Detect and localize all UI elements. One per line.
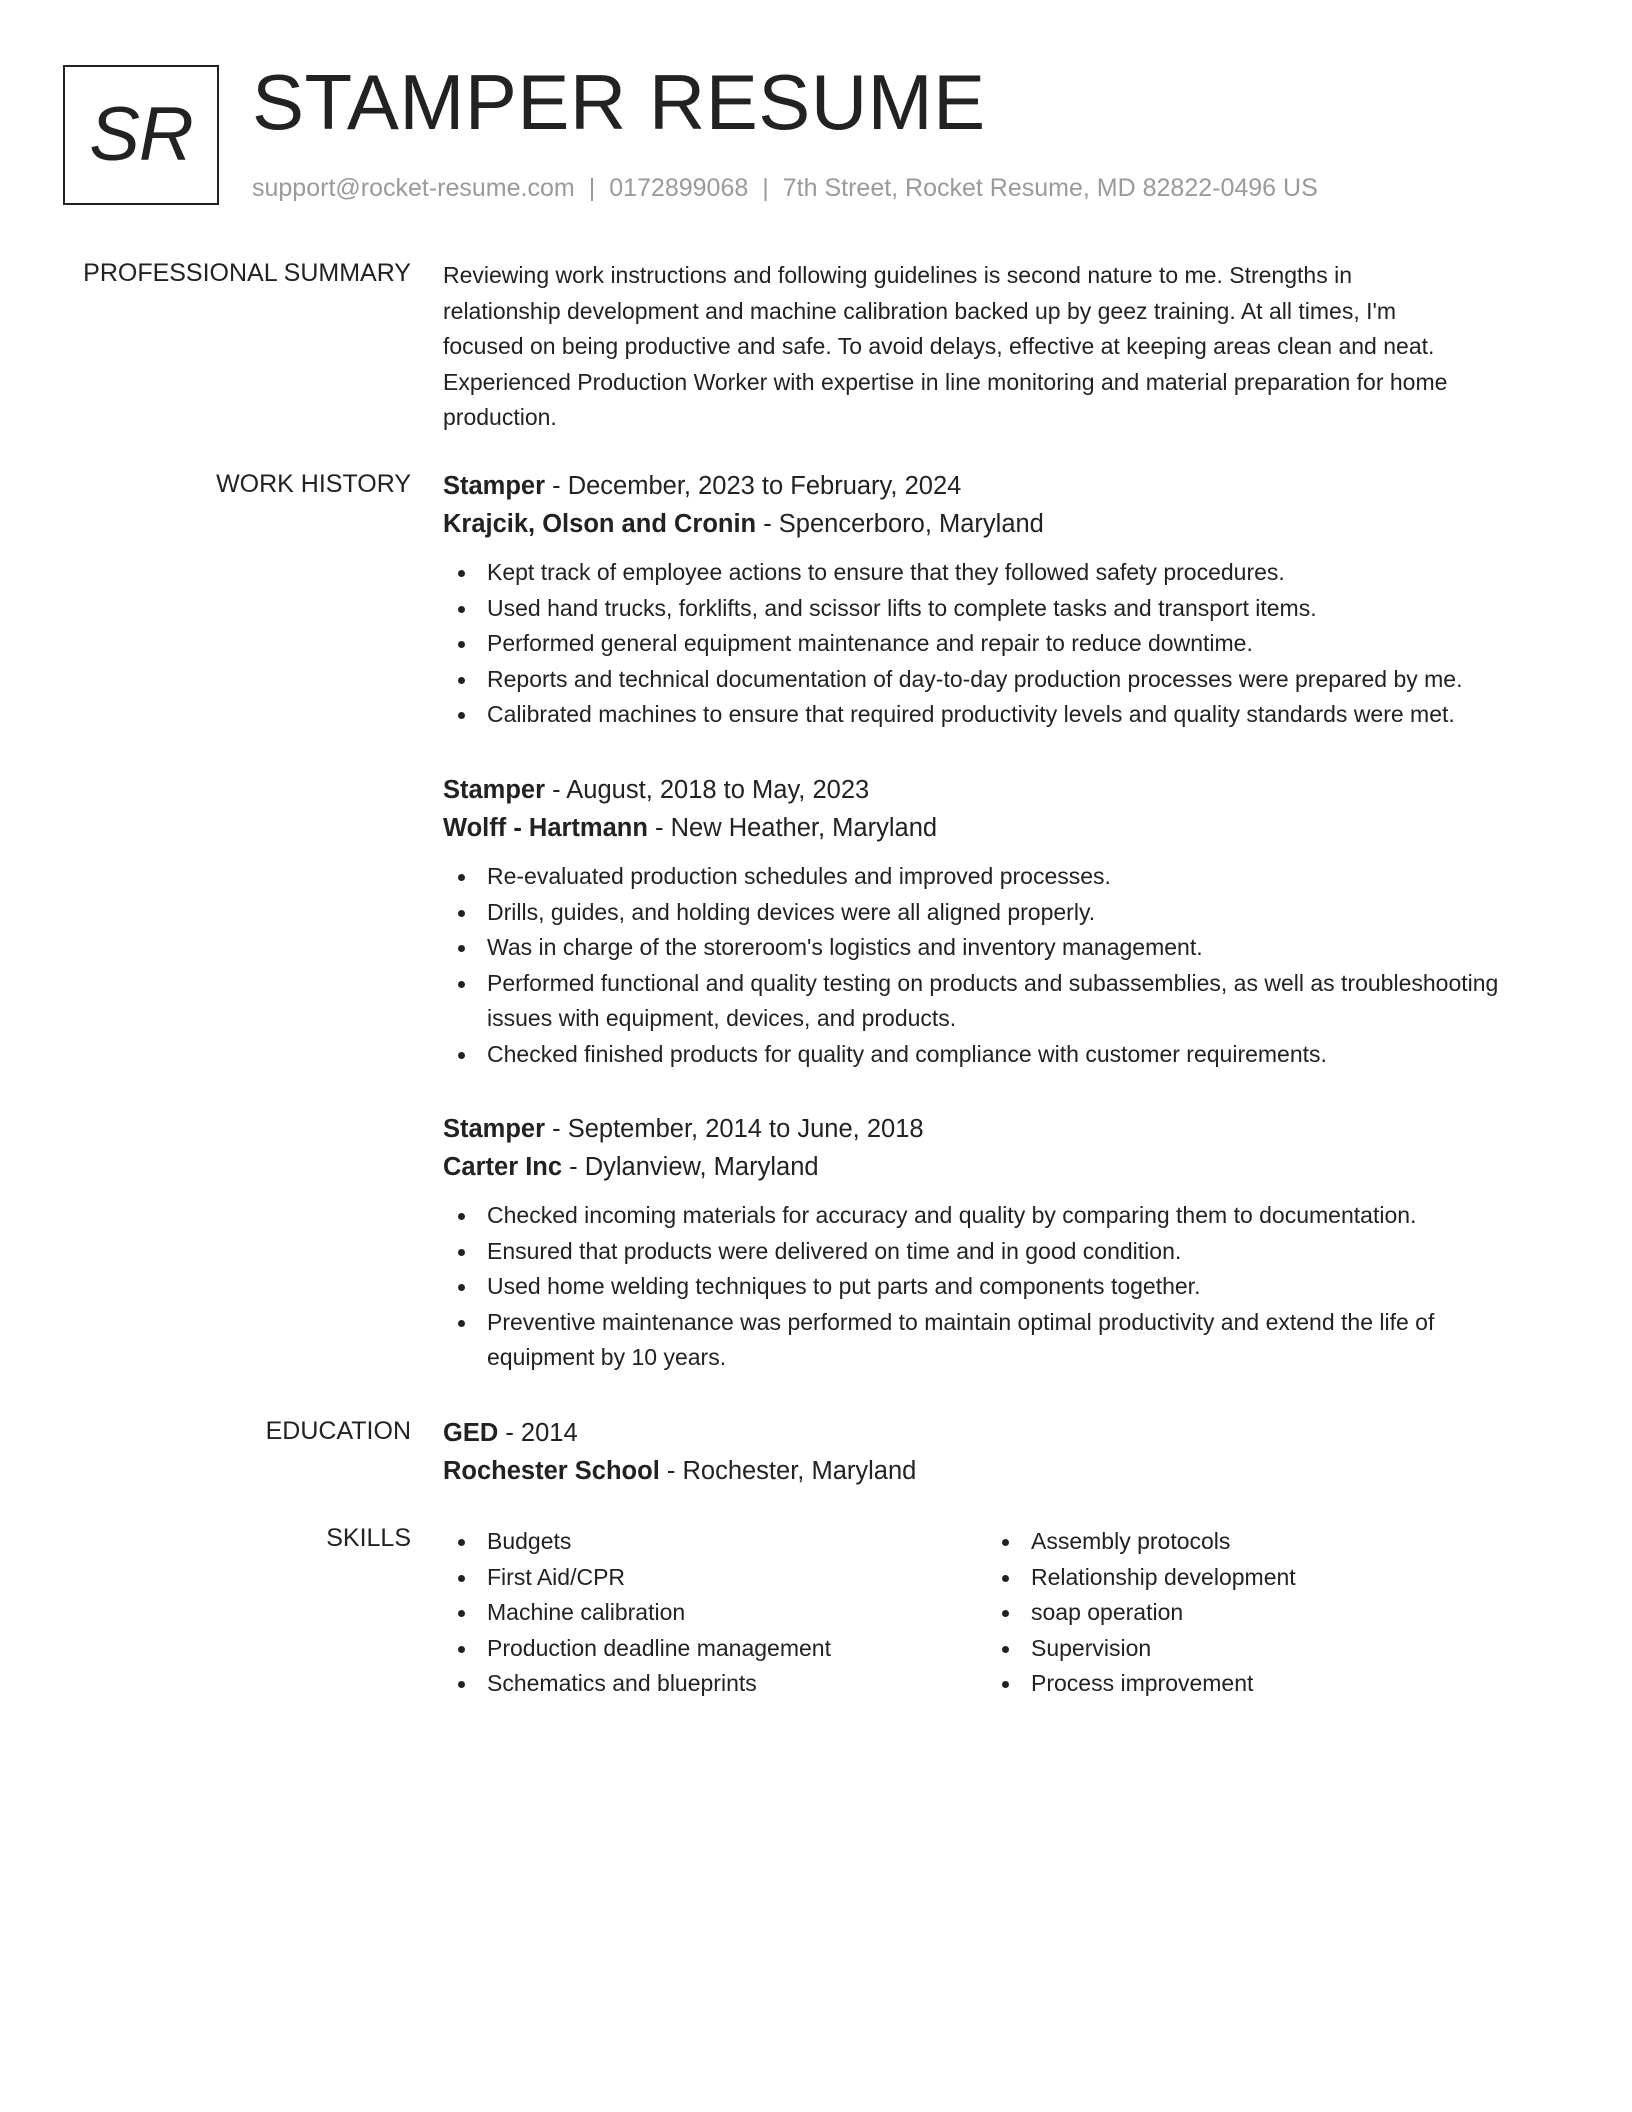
skill-item: soap operation bbox=[987, 1595, 1507, 1631]
summary-line: Reviewing work instructions and following guidelines is second nature to me. Strengths in bbox=[443, 262, 1352, 288]
job-bullets bbox=[443, 555, 1533, 733]
job-role: Stamper bbox=[443, 776, 546, 804]
education-location: - Rochester, Maryland bbox=[659, 1457, 917, 1485]
job-bullet: Used home welding techniques to put parts and components together. bbox=[443, 1269, 1533, 1305]
skill-item: Schematics and blueprints bbox=[443, 1666, 963, 1702]
contact-line bbox=[252, 172, 1318, 205]
job-bullet: Ensured that products were delivered on time and in good condition. bbox=[443, 1234, 1533, 1270]
job-entry bbox=[443, 467, 1533, 733]
job-bullet: Calibrated machines to ensure that required productivity levels and quality standards were met. bbox=[443, 697, 1533, 733]
job-bullets bbox=[443, 859, 1533, 1072]
job-bullet: Checked incoming materials for accuracy and quality by comparing them to documentation. bbox=[443, 1198, 1533, 1234]
job-location: - Spencerboro, Maryland bbox=[756, 510, 1044, 538]
job-bullet: Preventive maintenance was performed to maintain optimal productivity and extend the life of equipment by 10 years. bbox=[443, 1305, 1533, 1376]
contact-separator: | bbox=[762, 174, 769, 202]
summary-text bbox=[443, 258, 1533, 436]
job-company-line bbox=[443, 505, 1533, 543]
skill-item: Machine calibration bbox=[443, 1595, 963, 1631]
skill-item: First Aid/CPR bbox=[443, 1560, 963, 1596]
job-dates: - September, 2014 to June, 2018 bbox=[545, 1115, 924, 1143]
monogram-text: SR bbox=[89, 92, 193, 177]
contact-address: 7th Street, Rocket Resume, MD 82822-0496 US bbox=[782, 174, 1318, 202]
job-bullet: Kept track of employee actions to ensure that they followed safety procedures. bbox=[443, 555, 1533, 591]
job-company-line bbox=[443, 809, 1533, 847]
job-bullet: Drills, guides, and holding devices were all aligned properly. bbox=[443, 895, 1533, 931]
skill-item: Assembly protocols bbox=[987, 1524, 1507, 1560]
job-entry bbox=[443, 1110, 1533, 1376]
job-bullet: Performed functional and quality testing on products and subassemblies, as well as troubleshooting issues with equipment, devices, and products. bbox=[443, 966, 1533, 1037]
job-role: Stamper bbox=[443, 1115, 546, 1143]
summary-line: production. bbox=[443, 404, 557, 430]
job-location: - Dylanview, Maryland bbox=[562, 1153, 819, 1181]
job-company: Carter Inc bbox=[443, 1153, 563, 1181]
summary-title: PROFESSIONAL SUMMARY bbox=[83, 259, 411, 287]
skills-list bbox=[987, 1524, 1507, 1702]
job-dates: - December, 2023 to February, 2024 bbox=[545, 472, 962, 500]
contact-phone: 0172899068 bbox=[609, 174, 749, 202]
education-year: - 2014 bbox=[498, 1419, 578, 1447]
job-dates: - August, 2018 to May, 2023 bbox=[545, 776, 870, 804]
job-bullet: Re-evaluated production schedules and improved processes. bbox=[443, 859, 1533, 895]
job-bullet: Checked finished products for quality and compliance with customer requirements. bbox=[443, 1037, 1533, 1073]
education-school: Rochester School bbox=[443, 1457, 660, 1485]
skill-item: Budgets bbox=[443, 1524, 963, 1560]
job-bullet: Reports and technical documentation of day-to-day production processes were prepared by me. bbox=[443, 662, 1533, 698]
job-bullet: Used hand trucks, forklifts, and scissor lifts to complete tasks and transport items. bbox=[443, 591, 1533, 627]
skills-title: SKILLS bbox=[326, 1524, 411, 1552]
summary-line: relationship development and machine calibration backed up by geez training. At all times, I'm bbox=[443, 297, 1397, 324]
skills-column-right bbox=[987, 1524, 1507, 1702]
work-history-title: WORK HISTORY bbox=[216, 470, 411, 498]
skills-list bbox=[443, 1524, 963, 1702]
skills-column-left bbox=[443, 1524, 963, 1702]
contact-separator: | bbox=[588, 174, 596, 202]
education-degree-line bbox=[443, 1414, 1533, 1452]
job-bullet: Performed general equipment maintenance and repair to reduce downtime. bbox=[443, 626, 1533, 662]
job-title-line bbox=[443, 1110, 1533, 1148]
job-location: - New Heather, Maryland bbox=[647, 814, 938, 842]
education-title: EDUCATION bbox=[265, 1417, 411, 1445]
skill-item: Relationship development bbox=[987, 1560, 1507, 1596]
job-company-line bbox=[443, 1148, 1533, 1186]
job-bullet: Was in charge of the storeroom's logistics and inventory management. bbox=[443, 930, 1533, 966]
skill-item: Supervision bbox=[987, 1631, 1507, 1667]
skill-item: Production deadline management bbox=[443, 1631, 963, 1667]
education-degree: GED bbox=[443, 1419, 499, 1447]
candidate-name: STAMPER RESUME bbox=[252, 58, 986, 146]
summary-line: Experienced Production Worker with expertise in line monitoring and material preparation for home bbox=[443, 368, 1448, 395]
job-title-line bbox=[443, 771, 1533, 809]
education-entry bbox=[443, 1414, 1533, 1490]
contact-email: support@rocket-resume.com bbox=[252, 174, 575, 202]
summary-line: focused on being productive and safe. To avoid delays, effective at keeping areas clean and neat. bbox=[443, 333, 1435, 359]
job-title-line bbox=[443, 467, 1533, 505]
job-company: Krajcik, Olson and Cronin bbox=[443, 510, 757, 538]
job-bullets bbox=[443, 1198, 1533, 1376]
job-company: Wolff - Hartmann bbox=[443, 814, 648, 842]
job-role: Stamper bbox=[443, 472, 546, 500]
skill-item: Process improvement bbox=[987, 1666, 1507, 1702]
job-entry bbox=[443, 771, 1533, 1072]
monogram-badge bbox=[63, 65, 219, 205]
education-school-line bbox=[443, 1452, 1533, 1490]
